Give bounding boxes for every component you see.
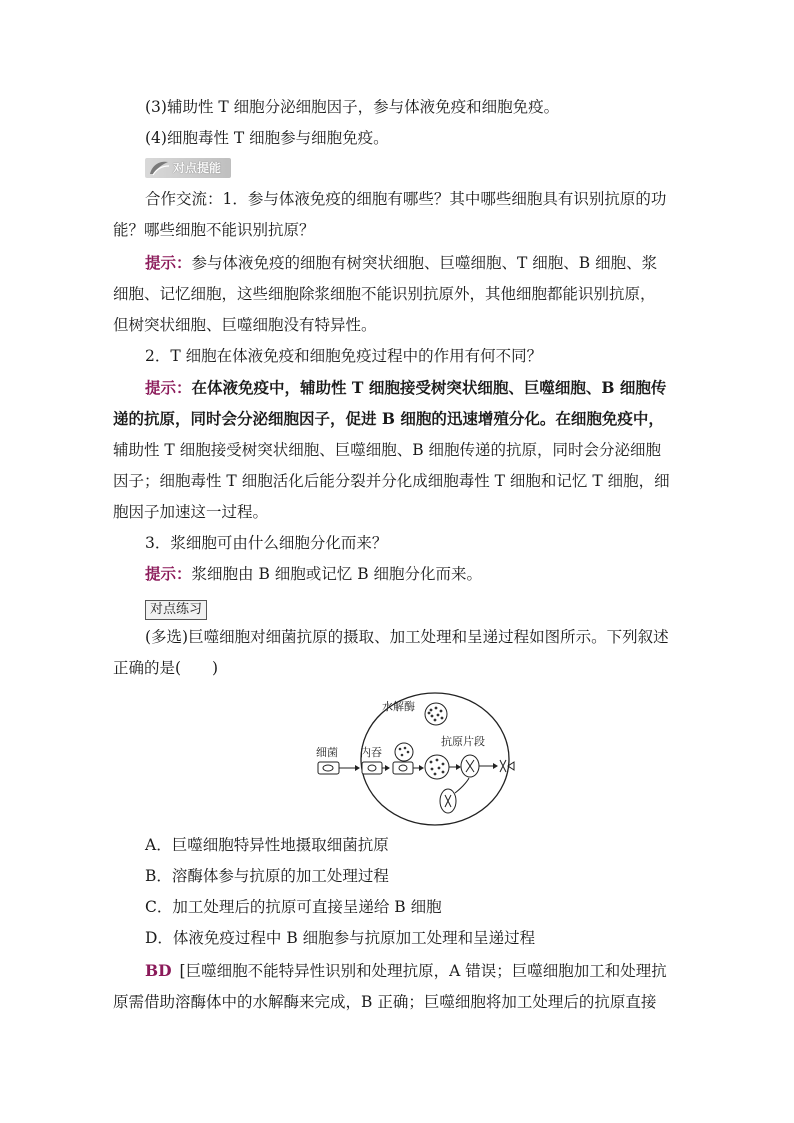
phagosome (393, 762, 413, 774)
practice-label: 对点练习 (145, 600, 207, 620)
label-engulf: 内吞 (360, 746, 382, 759)
bacterium (318, 762, 339, 774)
text-line: (3)辅助性 T 细胞分泌细胞因子，参与体液免疫和细胞免疫。 (145, 98, 560, 116)
hint-text: 浆细胞由 B 细胞或记忆 B 细胞分化而来。 (191, 565, 483, 583)
option-c: C．加工处理后的抗原可直接呈递给 B 细胞 (145, 898, 442, 916)
hint-2-cont: 辅助性 T 细胞接受树突状细胞、巨噬细胞、B 细胞传递的抗原，同时会分泌细胞 (113, 441, 662, 459)
text-line: (4)细胞毒性 T 细胞参与细胞免疫。 (145, 129, 389, 147)
answer-label: BD (145, 961, 172, 980)
hint-2 (145, 378, 666, 398)
hint-1 (145, 253, 657, 273)
label-fragment: 抗原片段 (441, 735, 485, 748)
question-stem: (多选)巨噬细胞对细菌抗原的摄取、加工处理和呈递过程如图所示。下列叙述 (145, 628, 669, 646)
question-2: 2．T 细胞在体液免疫和细胞免疫过程中的作用有何不同？ (145, 347, 543, 365)
hint-2-cont: 递的抗原，同时会分泌细胞因子，促进 B 细胞的迅速增殖分化。在细胞免疫中， (113, 409, 664, 428)
surface-antigen (500, 760, 506, 772)
option-d: D．体液免疫过程中 B 细胞参与抗原加工处理和呈递过程 (145, 929, 536, 947)
leaf-icon (147, 158, 171, 178)
macrophage-diagram (314, 690, 520, 828)
arrow-head (493, 763, 498, 769)
label-enzyme: 水解酶 (382, 700, 415, 713)
arrow-head (385, 765, 390, 771)
answer-explanation (145, 961, 667, 981)
engulfed-bacterium (362, 762, 382, 774)
arrow (455, 778, 469, 793)
arrow-head (419, 765, 424, 771)
hint-3 (145, 564, 482, 584)
phagolysosome (425, 755, 449, 779)
question-3: 3．浆细胞可由什么细胞分化而来？ (145, 534, 388, 552)
question-stem-cont: 正确的是( ) (113, 659, 219, 677)
option-b: B．溶酶体参与抗原的加工处理过程 (145, 867, 389, 885)
section-badge (145, 158, 231, 178)
hint-label: 提示： (145, 378, 192, 397)
hint-2-cont: 胞因子加速这一过程。 (113, 503, 269, 521)
explanation-text: [巨噬细胞不能特异性识别和处理抗原，A 错误；巨噬细胞加工和处理抗 (179, 962, 667, 980)
hint-label: 提示： (145, 253, 192, 272)
hint-2-cont: 因子；细胞毒性 T 细胞活化后能分裂并分化成细胞毒性 T 细胞和记忆 T 细胞，细 (113, 472, 670, 490)
hint-1-cont: 细胞、记忆细胞，这些细胞除浆细胞不能识别抗原外，其他细胞都能识别抗原， (113, 285, 656, 303)
label-bacteria: 细菌 (316, 746, 338, 759)
hint-1-cont: 但树突状细胞、巨噬细胞没有特异性。 (113, 316, 377, 334)
arrow-head (355, 765, 360, 771)
question-1-cont: 能？哪些细胞不能识别抗原？ (113, 221, 315, 239)
badge-label: 对点提能 (173, 161, 222, 175)
fusing-vesicle (395, 743, 413, 761)
explanation-cont: 原需借助溶酶体中的水解酶来完成，B 正确；巨噬细胞将加工处理后的抗原直接 (113, 993, 657, 1011)
hint-text: 参与体液免疫的细胞有树突状细胞、巨噬细胞、T 细胞、B 细胞、浆 (191, 254, 658, 272)
arrow-head (456, 764, 461, 770)
question-1: 合作交流：1．参与体液免疫的细胞有哪些？其中哪些细胞具有识别抗原的功 (145, 190, 667, 208)
diagram-svg (314, 690, 520, 828)
option-a: A．巨噬细胞特异性地摄取细菌抗原 (145, 836, 389, 854)
hint-text: 在体液免疫中，辅助性 T 细胞接受树突状细胞、巨噬细胞、B 细胞传 (191, 378, 667, 397)
hint-label: 提示： (145, 564, 192, 583)
